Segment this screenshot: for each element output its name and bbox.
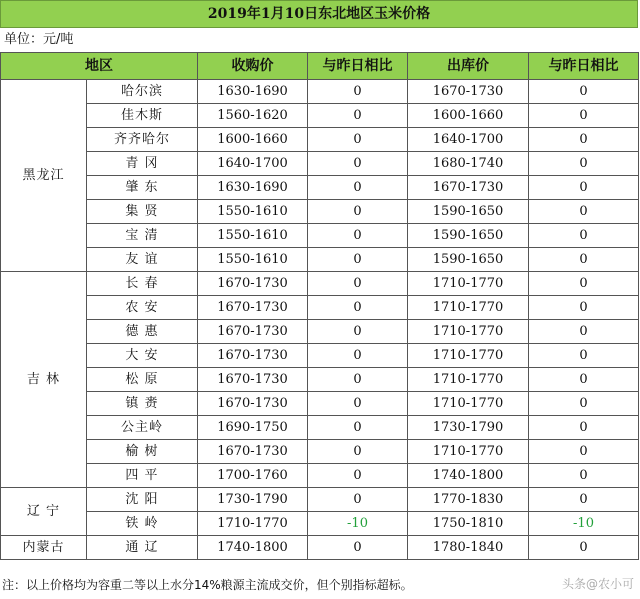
out-change-cell: 0 (529, 248, 639, 272)
buy-change-cell: 0 (308, 128, 408, 152)
buy-price-cell: 1740-1800 (198, 536, 308, 560)
city-cell: 通 辽 (87, 536, 198, 560)
city-cell: 齐齐哈尔 (87, 128, 198, 152)
out-change-cell: 0 (529, 176, 639, 200)
buy-change-cell: 0 (308, 200, 408, 224)
buy-price-cell: 1560-1620 (198, 104, 308, 128)
out-price-cell: 1590-1650 (408, 200, 529, 224)
buy-price-cell: 1670-1730 (198, 320, 308, 344)
out-price-cell: 1710-1770 (408, 272, 529, 296)
out-price-cell: 1710-1770 (408, 344, 529, 368)
buy-change-cell: 0 (308, 248, 408, 272)
table-row (1, 296, 639, 320)
city-cell: 德 惠 (87, 320, 198, 344)
city-cell: 松 原 (87, 368, 198, 392)
table-row (1, 344, 639, 368)
unit-label: 单位：元/吨 (4, 32, 74, 47)
buy-change-cell: 0 (308, 320, 408, 344)
out-price-cell: 1710-1770 (408, 368, 529, 392)
table-body (1, 80, 639, 560)
buy-change-cell: 0 (308, 440, 408, 464)
city-cell: 沈 阳 (87, 488, 198, 512)
table-row (1, 152, 639, 176)
out-change-cell: 0 (529, 368, 639, 392)
buy-price-cell: 1670-1730 (198, 296, 308, 320)
out-price-cell: 1740-1800 (408, 464, 529, 488)
buy-change-cell: 0 (308, 152, 408, 176)
buy-price-cell: 1710-1770 (198, 512, 308, 536)
table-row (1, 464, 639, 488)
buy-price-cell: 1730-1790 (198, 488, 308, 512)
header-buy-price: 收购价 (198, 53, 308, 80)
buy-price-cell: 1670-1730 (198, 272, 308, 296)
header-buy-change: 与昨日相比 (308, 53, 408, 80)
region-cell: 辽 宁 (1, 488, 87, 536)
buy-price-cell: 1550-1610 (198, 224, 308, 248)
table-row (1, 512, 639, 536)
out-price-cell: 1640-1700 (408, 128, 529, 152)
buy-change-cell: 0 (308, 104, 408, 128)
table-row (1, 488, 639, 512)
region-cell: 黑龙江 (1, 80, 87, 272)
out-change-cell: 0 (529, 296, 639, 320)
table-row (1, 248, 639, 272)
city-cell: 镇 赉 (87, 392, 198, 416)
buy-price-cell: 1670-1730 (198, 440, 308, 464)
city-cell: 肇 东 (87, 176, 198, 200)
out-price-cell: 1590-1650 (408, 248, 529, 272)
table-row (1, 200, 639, 224)
region-cell: 吉 林 (1, 272, 87, 488)
buy-price-cell: 1700-1760 (198, 464, 308, 488)
table-row (1, 272, 639, 296)
out-change-cell: 0 (529, 344, 639, 368)
buy-change-cell: 0 (308, 344, 408, 368)
out-price-cell: 1750-1810 (408, 512, 529, 536)
out-price-cell: 1600-1660 (408, 104, 529, 128)
out-change-cell: 0 (529, 128, 639, 152)
city-cell: 公主岭 (87, 416, 198, 440)
buy-price-cell: 1630-1690 (198, 80, 308, 104)
out-price-cell: 1680-1740 (408, 152, 529, 176)
buy-change-cell: 0 (308, 464, 408, 488)
buy-price-cell: 1690-1750 (198, 416, 308, 440)
out-price-cell: 1670-1730 (408, 176, 529, 200)
table-row (1, 320, 639, 344)
city-cell: 四 平 (87, 464, 198, 488)
price-table (0, 52, 639, 560)
city-cell: 青 冈 (87, 152, 198, 176)
city-cell: 长 春 (87, 272, 198, 296)
city-cell: 宝 清 (87, 224, 198, 248)
buy-change-cell: -10 (308, 512, 408, 536)
city-cell: 农 安 (87, 296, 198, 320)
out-change-cell: 0 (529, 464, 639, 488)
out-change-cell: 0 (529, 320, 639, 344)
out-change-cell: 0 (529, 488, 639, 512)
out-change-cell: 0 (529, 80, 639, 104)
city-cell: 大 安 (87, 344, 198, 368)
out-price-cell: 1710-1770 (408, 440, 529, 464)
table-row (1, 176, 639, 200)
table-row (1, 440, 639, 464)
header-out-change: 与昨日相比 (529, 53, 639, 80)
out-price-cell: 1770-1830 (408, 488, 529, 512)
buy-change-cell: 0 (308, 176, 408, 200)
table-row (1, 392, 639, 416)
buy-change-cell: 0 (308, 272, 408, 296)
out-change-cell: 0 (529, 152, 639, 176)
out-change-cell: 0 (529, 416, 639, 440)
header-row (1, 53, 639, 80)
city-cell: 哈尔滨 (87, 80, 198, 104)
city-cell: 佳木斯 (87, 104, 198, 128)
buy-price-cell: 1670-1730 (198, 392, 308, 416)
buy-change-cell: 0 (308, 224, 408, 248)
buy-change-cell: 0 (308, 392, 408, 416)
buy-price-cell: 1600-1660 (198, 128, 308, 152)
out-price-cell: 1710-1770 (408, 296, 529, 320)
out-change-cell: 0 (529, 392, 639, 416)
buy-change-cell: 0 (308, 536, 408, 560)
buy-price-cell: 1550-1610 (198, 248, 308, 272)
table-row (1, 224, 639, 248)
out-change-cell: 0 (529, 104, 639, 128)
buy-change-cell: 0 (308, 296, 408, 320)
out-price-cell: 1780-1840 (408, 536, 529, 560)
watermark: 头条@农小可 (561, 577, 634, 591)
out-change-cell: 0 (529, 224, 639, 248)
header-out-price: 出库价 (408, 53, 529, 80)
out-price-cell: 1710-1770 (408, 320, 529, 344)
city-cell: 集 贤 (87, 200, 198, 224)
buy-price-cell: 1670-1730 (198, 368, 308, 392)
table-row (1, 368, 639, 392)
table-row (1, 80, 639, 104)
table-row (1, 536, 639, 560)
city-cell: 铁 岭 (87, 512, 198, 536)
buy-price-cell: 1630-1690 (198, 176, 308, 200)
table-row (1, 416, 639, 440)
out-change-cell: 0 (529, 200, 639, 224)
buy-price-cell: 1670-1730 (198, 344, 308, 368)
buy-change-cell: 0 (308, 80, 408, 104)
table-title: 2019年1月10日东北地区玉米价格 (0, 0, 638, 28)
buy-change-cell: 0 (308, 368, 408, 392)
out-change-cell: 0 (529, 536, 639, 560)
table-row (1, 128, 639, 152)
out-price-cell: 1590-1650 (408, 224, 529, 248)
header-region: 地区 (1, 53, 198, 80)
out-change-cell: 0 (529, 272, 639, 296)
footnote: 注：以上价格均为容重二等以上水分14%粮源主流成交价，但个别指标超标。 (2, 578, 413, 592)
out-change-cell: 0 (529, 440, 639, 464)
buy-change-cell: 0 (308, 488, 408, 512)
buy-price-cell: 1550-1610 (198, 200, 308, 224)
out-price-cell: 1670-1730 (408, 80, 529, 104)
table-row (1, 104, 639, 128)
buy-change-cell: 0 (308, 416, 408, 440)
city-cell: 友 谊 (87, 248, 198, 272)
region-cell: 内蒙古 (1, 536, 87, 560)
city-cell: 榆 树 (87, 440, 198, 464)
out-price-cell: 1730-1790 (408, 416, 529, 440)
out-price-cell: 1710-1770 (408, 392, 529, 416)
buy-price-cell: 1640-1700 (198, 152, 308, 176)
out-change-cell: -10 (529, 512, 639, 536)
